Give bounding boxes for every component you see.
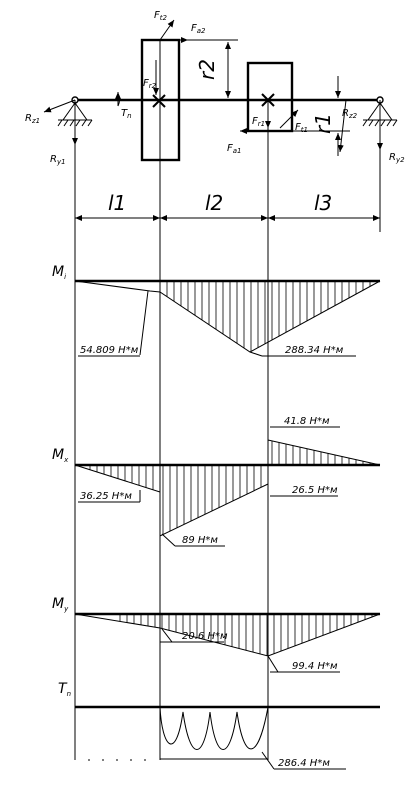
l3-label: l3 — [314, 191, 333, 215]
value-41-8: 41.8 Н*м — [284, 416, 330, 427]
v1-leader — [140, 291, 148, 355]
fa1-label: $F_{a1}$ — [227, 143, 242, 155]
value-20-6: 20.6 Н*м — [182, 631, 228, 642]
ry1-label: $R_{y1}$ — [50, 154, 66, 166]
value-54-809: 54.809 Н*м — [80, 345, 139, 356]
fr2-label: $F_{r2}$ — [143, 78, 157, 90]
ft2-arrow — [160, 20, 174, 40]
fa2-label: $F_{a2}$ — [191, 23, 206, 35]
ft2-label: $F_{t2}$ — [154, 10, 167, 22]
value-99-4: 99.4 Н*м — [292, 661, 338, 672]
diagram-tn — [58, 681, 380, 769]
my-hatch — [120, 614, 372, 656]
mx-axis-label: $M_x$ — [52, 447, 69, 464]
value-286-4: 286.4 Н*м — [278, 758, 330, 769]
mi-curve — [75, 281, 380, 352]
fr1-label: $F_{r1}$ — [252, 116, 266, 128]
ft1-label: $F_{t1}$ — [295, 122, 308, 134]
l1-label: l1 — [108, 191, 127, 215]
v6-leader — [162, 534, 175, 546]
v8-leader — [268, 656, 278, 672]
ry2-label: $R_{y2}$ — [389, 152, 405, 164]
value-89: 89 Н*м — [182, 535, 218, 546]
tn-axis-label: $T_n$ — [58, 681, 71, 698]
diagram-mi — [52, 264, 380, 356]
value-36-25: 36.25 Н*м — [80, 491, 132, 502]
my-axis-label: $M_y$ — [52, 596, 69, 613]
rz1-label: $R_{z1}$ — [25, 113, 41, 125]
diagram-my — [52, 596, 380, 672]
value-26-5: 26.5 Н*м — [292, 485, 338, 496]
tn-label: $T_n$ — [121, 108, 132, 120]
r1-label: r1 — [311, 113, 335, 134]
rz2-label: $R_{z2}$ — [342, 108, 358, 120]
l2-label: l2 — [205, 191, 224, 215]
mi-axis-label: $M_i$ — [52, 264, 67, 281]
length-dimensions — [75, 145, 380, 232]
r2-label: r2 — [195, 59, 219, 80]
tn-spiral — [160, 707, 268, 750]
value-288-34: 288.34 Н*м — [285, 345, 344, 356]
diagram-mx — [52, 416, 380, 546]
v2-leader — [250, 352, 262, 356]
shaft-scheme — [25, 10, 405, 166]
